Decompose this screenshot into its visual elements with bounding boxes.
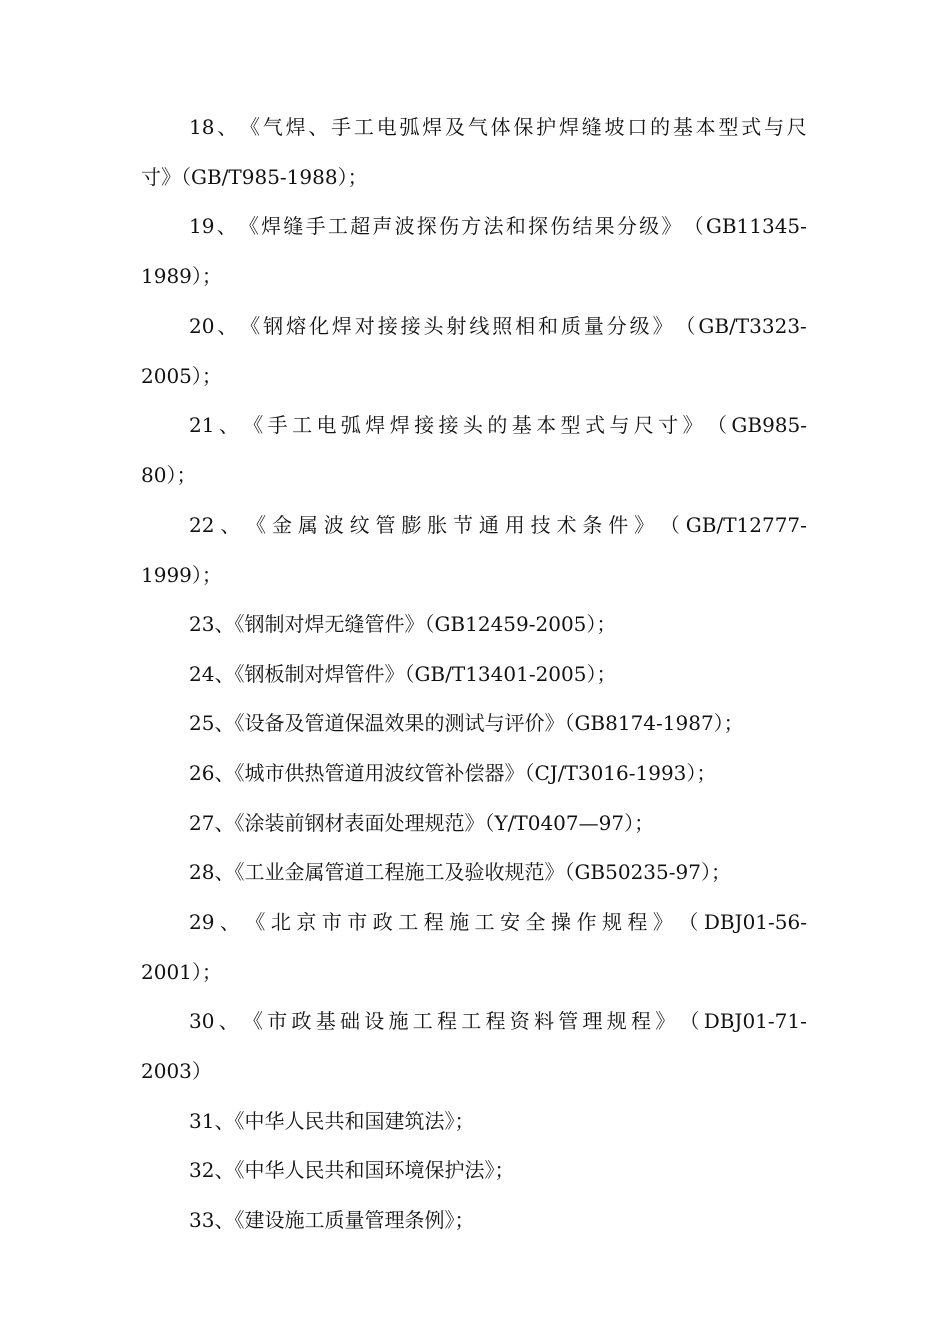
reference-item-24 [141, 649, 807, 699]
reference-line-continuation: 80）； [141, 463, 197, 487]
reference-line-first: 19 、 《 焊 缝 手 工 超 声 波 探 伤 方 法 和 探 伤 结 果 分 级 》 （ GB11345- [189, 214, 807, 238]
reference-line-first: 30 、 《 市 政 基 础 设 施 工 程 工 程 资 料 管 理 规 程 》 （ DBJ01-71- [189, 1009, 807, 1033]
reference-line-continuation: 2003） [141, 1059, 212, 1083]
reference-line-first: 29 、 《 北 京 市 市 政 工 程 施 工 安 全 操 作 规 程 》 （ DBJ01-56- [189, 910, 807, 934]
reference-line-first: 23、《钢制对焊无缝管件》（GB12459-2005）； [189, 612, 617, 636]
reference-item-25 [141, 698, 807, 748]
reference-line-first: 25、《设备及管道保温效果的测试与评价》（GB8174-1987）； [189, 711, 744, 735]
reference-line-first: 18 、 《 气 焊 、 手 工 电 弧 焊 及 气 体 保 护 焊 缝 坡 口 的 基 本 型 式 与 尺 [189, 115, 807, 139]
reference-line-continuation: 1999）； [141, 563, 222, 587]
reference-line-first: 26、《城市供热管道用波纹管补偿器》（CJ/T3016-1993）； [189, 761, 717, 785]
reference-item-29 [141, 897, 807, 997]
reference-line-first: 21 、 《 手 工 电 弧 焊 焊 接 接 头 的 基 本 型 式 与 尺 寸 》 （ GB985- [189, 413, 807, 437]
reference-line-first: 27、《涂装前钢材表面处理规范》（Y/T0407—97）； [189, 811, 655, 835]
reference-line-continuation: 寸》（GB/T985-1988）； [141, 165, 368, 189]
reference-line-continuation: 2005）； [141, 364, 222, 388]
reference-item-23 [141, 599, 807, 649]
reference-line-first: 20 、 《 钢 熔 化 焊 对 接 接 头 射 线 照 相 和 质 量 分 级 》 （ GB/T3323- [189, 314, 807, 338]
reference-line-first: 22 、 《 金 属 波 纹 管 膨 胀 节 通 用 技 术 条 件 》 （ GB/T12777- [189, 513, 807, 537]
reference-line-continuation: 1989）； [141, 264, 222, 288]
reference-item-28 [141, 847, 807, 897]
reference-line-first: 28、《工业金属管道工程施工及验收规范》（GB50235-97）； [189, 860, 731, 884]
reference-item-21 [141, 400, 807, 500]
reference-item-26 [141, 748, 807, 798]
reference-line-first: 33、《建设施工质量管理条例》； [189, 1208, 475, 1232]
reference-line-first: 31、《中华人民共和国建筑法》； [189, 1109, 475, 1133]
reference-item-32 [141, 1145, 807, 1195]
reference-item-27 [141, 798, 807, 848]
reference-item-22 [141, 500, 807, 600]
reference-line-continuation: 2001）； [141, 960, 222, 984]
reference-item-33 [141, 1195, 807, 1245]
reference-item-19 [141, 201, 807, 301]
reference-item-20 [141, 301, 807, 401]
reference-line-first: 24、《钢板制对焊管件》（GB/T13401-2005）； [189, 662, 617, 686]
reference-line-first: 32、《中华人民共和国环境保护法》； [189, 1158, 515, 1182]
reference-item-31 [141, 1096, 807, 1146]
reference-item-18 [141, 102, 807, 202]
reference-item-30 [141, 996, 807, 1096]
